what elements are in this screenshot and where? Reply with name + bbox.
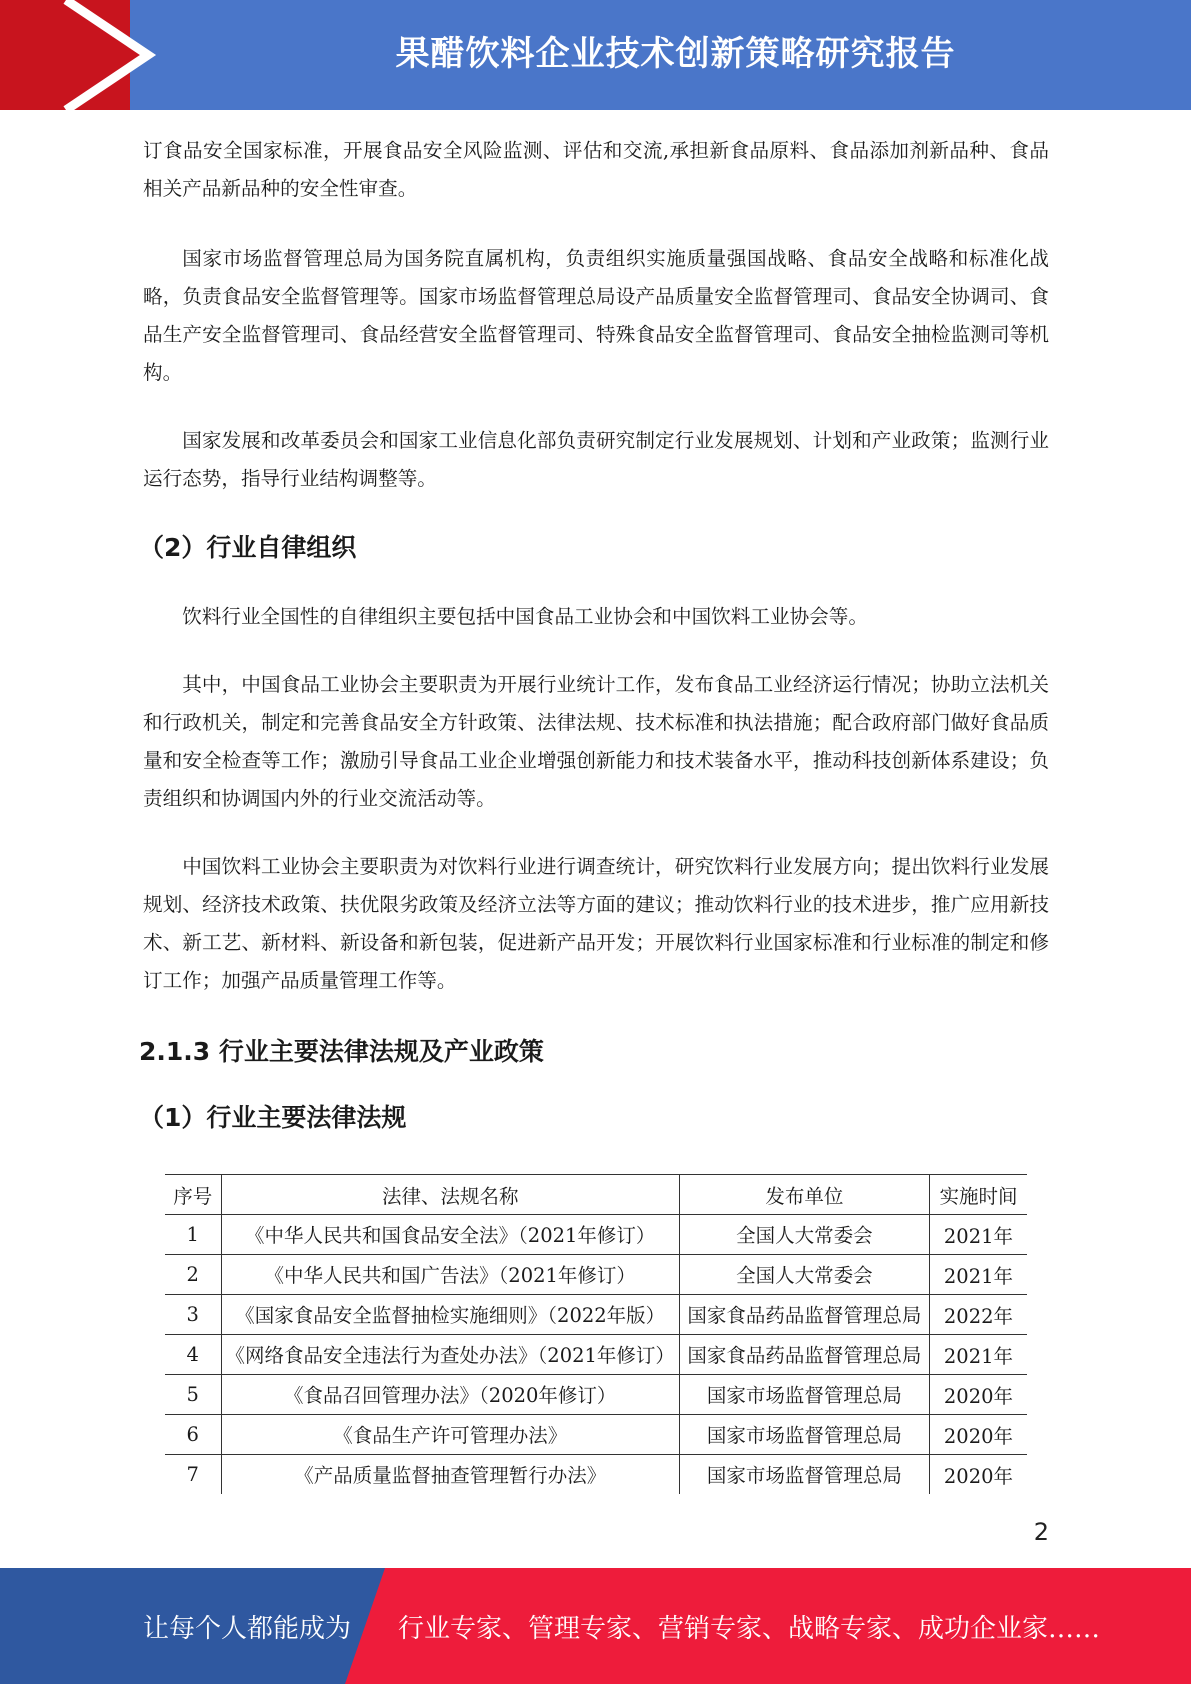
page-header — [0, 0, 1191, 110]
table-row — [165, 1255, 1027, 1295]
cell-law-name: 《网络食品安全违法行为查处办法》（2021年修订） — [225, 1343, 675, 1367]
cell-date: 2020年 — [929, 1415, 1027, 1455]
column-header: 发布单位 — [679, 1175, 929, 1215]
column-header: 序号 — [165, 1175, 221, 1215]
cell-issuer: 国家食品药品监督管理总局 — [687, 1343, 922, 1367]
table-row — [165, 1415, 1027, 1455]
cell-date: 2020年 — [943, 1464, 1014, 1488]
cell-law-name: 《国家食品安全监督抽检实施细则》（2022年版） — [235, 1303, 666, 1327]
cell-no: 1 — [165, 1215, 221, 1255]
paragraph: 国家市场监督管理总局为国务院直属机构，负责组织实施质量强国战略、食品安全战略和标准化战略，负责食品安全监督管理等。国家市场监督管理总局设产品质量安全监督管理司、食品安全协调司、食品生产安全监督管理司、食品经营安全监督管理司、特殊食品安全监督管理司、食品安全抽检监测司等机构。 — [143, 247, 1049, 384]
cell-date: 2021年 — [929, 1335, 1027, 1375]
page-content — [139, 132, 1049, 1168]
report-title: 果醋饮料企业技术创新策略研究报告 — [395, 34, 956, 74]
section-heading-main-laws: （1）行业主要法律法规 — [139, 1103, 407, 1132]
cell-date: 2021年 — [929, 1215, 1027, 1255]
cell-no: 7 — [165, 1455, 221, 1495]
cell-no: 5 — [165, 1375, 221, 1415]
table-header-row — [165, 1175, 1027, 1215]
table-row — [165, 1295, 1027, 1335]
laws-table — [165, 1174, 1027, 1494]
cell-law-name: 《产品质量监督抽查管理暂行办法》 — [294, 1463, 607, 1487]
page-number: 2 — [1033, 1518, 1049, 1546]
cell-date: 2022年 — [929, 1295, 1027, 1335]
table-row — [165, 1455, 1027, 1495]
footer-slogan-left: 让每个人都能成为 — [143, 1614, 352, 1644]
cell-law-name: 《中华人民共和国食品安全法》（2021年修订） — [245, 1223, 656, 1247]
footer-slogan-right: 行业专家、管理专家、营销专家、战略专家、成功企业家…… — [398, 1614, 1101, 1644]
page-footer — [0, 1568, 1191, 1684]
cell-no: 3 — [165, 1295, 221, 1335]
cell-no: 6 — [165, 1415, 221, 1455]
paragraph: 饮料行业全国性的自律组织主要包括中国食品工业协会和中国饮料工业协会等。 — [182, 605, 868, 628]
paragraph: 其中，中国食品工业协会主要职责为开展行业统计工作，发布食品工业经济运行情况；协助立法机关和行政机关，制定和完善食品安全方针政策、法律法规、技术标准和执法措施；配合政府部门做好食品质量和安全检查等工作；激励引导食品工业企业增强创新能力和技术装备水平，推动科技创新体系建设；负责组织和协调国内外的行业交流活动等。 — [143, 673, 1049, 810]
cell-issuer: 国家市场监督管理总局 — [706, 1423, 902, 1447]
section-heading-self-regulation: （2）行业自律组织 — [139, 533, 357, 562]
paragraph: 国家发展和改革委员会和国家工业信息化部负责研究制定行业发展规划、计划和产业政策；监测行业运行态势，指导行业结构调整等。 — [143, 429, 1049, 490]
cell-law-name: 《食品生产许可管理办法》 — [333, 1423, 568, 1447]
cell-issuer: 国家市场监督管理总局 — [706, 1463, 902, 1487]
cell-law-name: 《食品召回管理办法》（2020年修订） — [284, 1383, 617, 1407]
cell-issuer: 国家食品药品监督管理总局 — [687, 1303, 922, 1327]
cell-date: 2021年 — [929, 1255, 1027, 1295]
paragraph: 订食品安全国家标准，开展食品安全风险监测、评估和交流,承担新食品原料、食品添加剂新品种、食品相关产品新品种的安全性审查。 — [143, 139, 1049, 200]
table-row — [165, 1215, 1027, 1255]
cell-issuer: 全国人大常委会 — [736, 1263, 873, 1287]
cell-no: 2 — [165, 1255, 221, 1295]
section-heading-laws-policies: 2.1.3 行业主要法律法规及产业政策 — [139, 1037, 544, 1066]
cell-law-name: 《中华人民共和国广告法》（2021年修订） — [264, 1263, 636, 1287]
cell-no: 4 — [165, 1335, 221, 1375]
cell-issuer: 全国人大常委会 — [736, 1223, 873, 1247]
table-row — [165, 1375, 1027, 1415]
table-row — [165, 1335, 1027, 1375]
header-chevron-icon — [0, 0, 160, 110]
column-header: 实施时间 — [929, 1175, 1027, 1215]
cell-issuer: 国家市场监督管理总局 — [706, 1383, 902, 1407]
paragraph: 中国饮料工业协会主要职责为对饮料行业进行调查统计，研究饮料行业发展方向；提出饮料行业发展规划、经济技术政策、扶优限劣政策及经济立法等方面的建议；推动饮料行业的技术进步，推广应用新技术、新工艺、新材料、新设备和新包装，促进新产品开发；开展饮料行业国家标准和行业标准的制定和修订工作；加强产品质量管理工作等。 — [143, 855, 1049, 992]
cell-date: 2020年 — [929, 1375, 1027, 1415]
column-header: 法律、法规名称 — [221, 1175, 679, 1215]
